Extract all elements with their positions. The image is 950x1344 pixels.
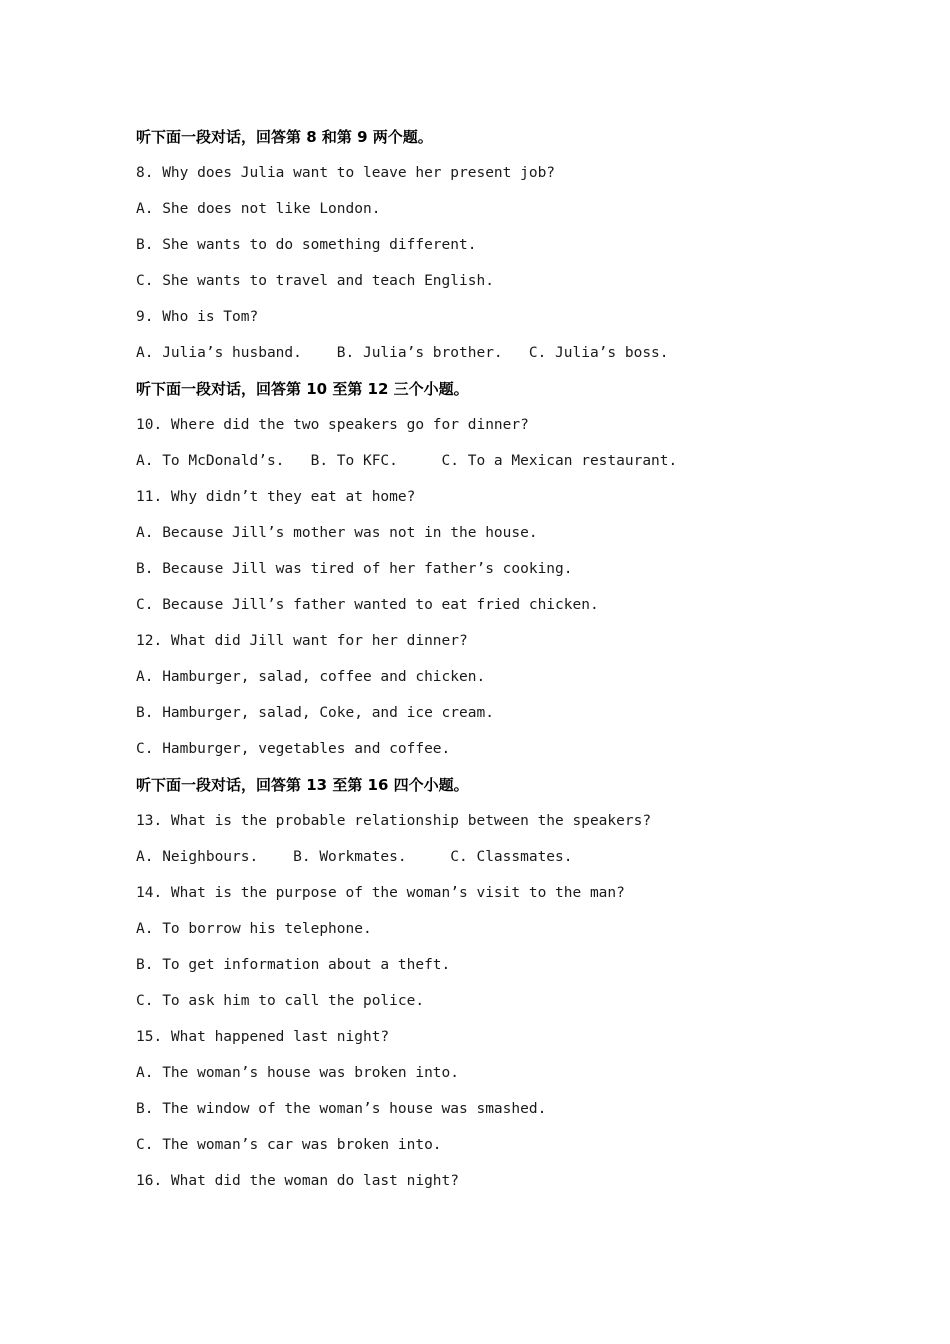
q11-option-c: C. Because Jill’s father wanted to eat fried chicken. [136, 597, 599, 613]
question-15: 15. What happened last night? [136, 1029, 390, 1045]
q10-options: A. To McDonald’s. B. To KFC. C. To a Mexican restaurant. [136, 453, 678, 469]
question-16: 16. What did the woman do last night? [136, 1173, 460, 1189]
q8-option-c: C. She wants to travel and teach English. [136, 273, 494, 289]
q12-option-c: C. Hamburger, vegetables and coffee. [136, 741, 451, 757]
q15-option-b: B. The window of the woman’s house was smashed. [136, 1101, 547, 1117]
question-8: 8. Why does Julia want to leave her present job? [136, 165, 556, 181]
q11-option-a: A. Because Jill’s mother was not in the house. [136, 525, 538, 541]
q12-option-b: B. Hamburger, salad, Coke, and ice cream. [136, 705, 494, 721]
q11-option-b: B. Because Jill was tired of her father’s cooking. [136, 561, 573, 577]
q9-options: A. Julia’s husband. B. Julia’s brother. C. Julia’s boss. [136, 345, 669, 361]
question-14: 14. What is the purpose of the woman’s visit to the man? [136, 885, 625, 901]
q15-option-c: C. The woman’s car was broken into. [136, 1137, 442, 1153]
section-heading-q8-9: 听下面一段对话，回答第 8 和第 9 两个题。 [136, 128, 433, 146]
q8-option-b: B. She wants to do something different. [136, 237, 477, 253]
q8-option-a: A. She does not like London. [136, 201, 381, 217]
question-9: 9. Who is Tom? [136, 309, 259, 325]
question-13: 13. What is the probable relationship between the speakers? [136, 813, 652, 829]
section-heading-q10-12: 听下面一段对话，回答第 10 至第 12 三个小题。 [136, 380, 469, 398]
q15-option-a: A. The woman’s house was broken into. [136, 1065, 460, 1081]
q13-options: A. Neighbours. B. Workmates. C. Classmates. [136, 849, 573, 865]
question-12: 12. What did Jill want for her dinner? [136, 633, 468, 649]
question-10: 10. Where did the two speakers go for dinner? [136, 417, 529, 433]
q14-option-a: A. To borrow his telephone. [136, 921, 372, 937]
q12-option-a: A. Hamburger, salad, coffee and chicken. [136, 669, 486, 685]
section-heading-q13-16: 听下面一段对话，回答第 13 至第 16 四个小题。 [136, 776, 469, 794]
q14-option-c: C. To ask him to call the police. [136, 993, 425, 1009]
question-11: 11. Why didn’t they eat at home? [136, 489, 416, 505]
q14-option-b: B. To get information about a theft. [136, 957, 451, 973]
